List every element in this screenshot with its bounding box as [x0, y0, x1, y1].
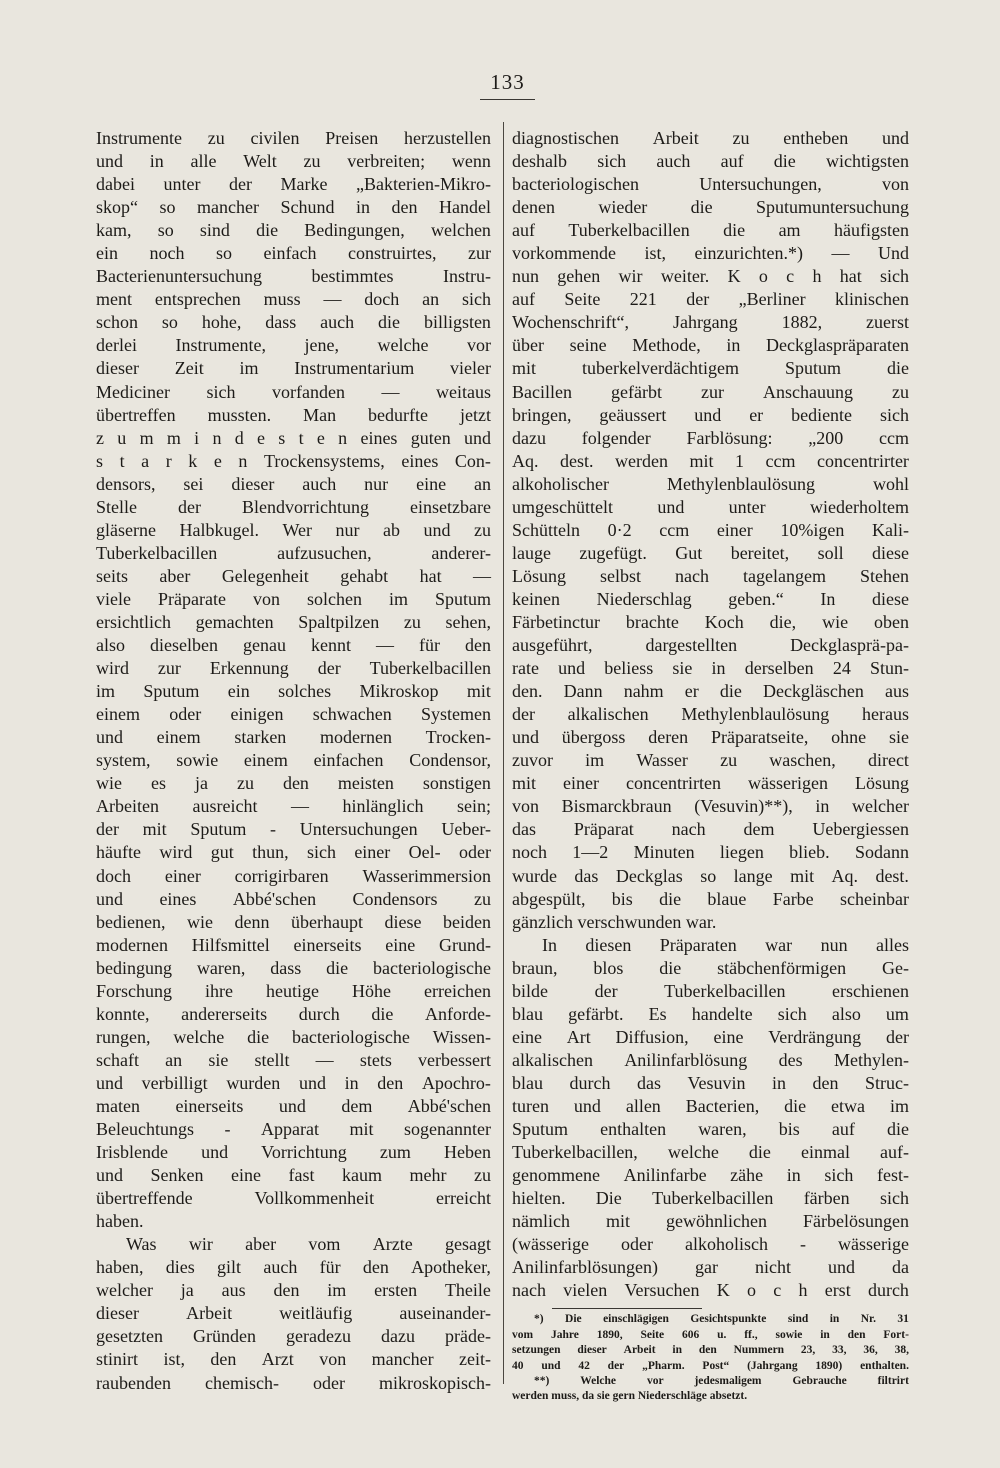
text-line: Bacterienuntersuchung bestimmtes Instru- — [96, 266, 491, 287]
footnote-line: werden muss, da sie gern Niederschläge absetzt. — [512, 1390, 748, 1403]
text-line: übertreffen mussten. Man bedurfte jetzt — [96, 404, 491, 425]
text-line: Irisblende und Vorrichtung zum Heben — [96, 1142, 491, 1163]
footnote-rule — [552, 1308, 702, 1309]
text-line: Lösung selbst nach tagelangem Stehen — [512, 565, 909, 586]
text-line: und verbilligt wurden und in den Apochro- — [96, 1072, 491, 1093]
text-line: mit tuberkelverdächtigem Sputum die — [512, 358, 909, 379]
text-line: gesetzten Gründen geradezu dazu präde- — [96, 1326, 491, 1347]
text-line: (wässerige oder alkoholisch - wässerige — [512, 1234, 909, 1255]
text-line: wie es ja zu den meisten sonstigen — [96, 773, 491, 794]
footnote-line: setzungen dieser Arbeit in den Nummern 23, 33, 36, 38, — [512, 1344, 909, 1357]
text-line: keinen Niederschlag geben.“ In diese — [512, 588, 909, 609]
text-line: viele Präparate von solchen im Sputum — [96, 588, 491, 609]
text-line: schaft an sie stellt — stets verbessert — [96, 1049, 491, 1070]
text-line: welcher ja aus den im ersten Theile — [96, 1280, 491, 1301]
text-line: den. Dann nahm er die Deckgläschen aus — [512, 681, 909, 702]
text-line: umgeschüttelt und unter wiederholtem — [512, 496, 909, 517]
text-line: Mediciner sich vorfanden — weitaus — [96, 381, 491, 402]
text-line: Anilinfarblösungen) gar nicht und da — [512, 1257, 909, 1278]
text-line: seits aber Gelegenheit gehabt hat — — [96, 565, 491, 586]
text-line: skop“ so mancher Schund in den Handel — [96, 197, 491, 218]
text-line: dieser Zeit im Instrumentarium vieler — [96, 358, 491, 379]
text-line: das Präparat nach dem Uebergiessen — [512, 819, 909, 840]
text-line: Forschung ihre heutige Höhe erreichen — [96, 980, 491, 1001]
text-line: nach vielen Versuchen K o c h erst durch — [512, 1280, 909, 1301]
text-line: raubenden chemisch- oder mikroskopisch- — [96, 1372, 491, 1393]
text-line: turen und allen Bacterien, die etwa im — [512, 1095, 909, 1116]
text-line: bringen, geäussert und er bediente sich — [512, 404, 909, 425]
text-line: nämlich mit gewöhnlichen Färbelösungen — [512, 1211, 909, 1232]
text-line: Tuberkelbacillen, welche die einmal auf- — [512, 1142, 909, 1163]
text-line: modernen Hilfsmittel einerseits eine Grund- — [96, 934, 491, 955]
text-line: Färbetinctur brachte Koch die, wie oben — [512, 611, 909, 632]
text-line: derlei Instrumente, jene, welche vor — [96, 335, 491, 356]
footnotes — [512, 1308, 909, 1404]
text-line: Arbeiten ausreicht — hinlänglich sein; — [96, 796, 491, 817]
text-line: ein noch so einfach construirtes, zur — [96, 243, 491, 264]
text-line: auf Tuberkelbacillen die am häufigsten — [512, 220, 909, 241]
text-line: braun, blos die stäbchenförmigen Ge- — [512, 957, 909, 978]
text-line: dabei unter der Marke „Bakterien-Mikro- — [96, 174, 491, 195]
footnote-line: vom Jahre 1890, Seite 606 u. ff., sowie in den Fort- — [512, 1328, 909, 1341]
text-line: alkalischen Anilinfarblösung des Methylen- — [512, 1049, 909, 1070]
text-line: z u m m i n d e s t e n eines guten und — [96, 427, 491, 448]
text-line: schon so hohe, dass auch die billigsten — [96, 312, 491, 333]
text-line: und einem starken modernen Trocken- — [96, 727, 491, 748]
text-line: Sputum enthalten waren, bis auf die — [512, 1119, 909, 1140]
text-line: konnte, andererseits durch die Anforde- — [96, 1003, 491, 1024]
text-line: rate und beliess sie in derselben 24 Stun- — [512, 658, 909, 679]
text-line: bedienen, wie denn überhaupt diese beiden — [96, 911, 491, 932]
page-number: 133 — [490, 70, 525, 94]
text-line: vorkommende ist, einzurichten.*) — Und — [512, 243, 909, 264]
text-line: Tuberkelbacillen aufzusuchen, anderer- — [96, 542, 491, 563]
text-line: stinirt ist, den Arzt von mancher zeit- — [96, 1349, 491, 1370]
text-line: genommene Anilinfarbe zähe in sich fest- — [512, 1165, 909, 1186]
text-line: Bacillen gefärbt zur Anschauung zu — [512, 381, 909, 402]
text-line: Aq. dest. werden mit 1 ccm concentrirter — [512, 450, 909, 471]
text-line: bilde der Tuberkelbacillen erschienen — [512, 980, 909, 1001]
text-line: der mit Sputum - Untersuchungen Ueber- — [96, 819, 491, 840]
page-number-underline — [480, 99, 535, 100]
text-line: dazu folgender Farblösung: „200 ccm — [512, 427, 909, 448]
text-line: rungen, welche die bacteriologische Wissen- — [96, 1026, 491, 1047]
text-line: deshalb sich auch auf die wichtigsten — [512, 151, 909, 172]
text-line: ersichtlich gemachten Spaltpilzen zu sehen, — [96, 611, 491, 632]
text-line: blau durch das Vesuvin in den Struc- — [512, 1072, 909, 1093]
text-line: also dieselben genau kennt — für den — [96, 635, 491, 656]
text-line: blau gefärbt. Es handelte sich also um — [512, 1003, 909, 1024]
text-line: Beleuchtungs - Apparat mit sogenannter — [96, 1119, 491, 1140]
text-line: densors, sei dieser auch nur eine an — [96, 473, 491, 494]
text-line: und eines Abbé'schen Condensors zu — [96, 888, 491, 909]
text-line: Stelle der Blendvorrichtung einsetzbare — [96, 496, 491, 517]
text-line: über seine Methode, in Deckglaspräparaten — [512, 335, 909, 356]
text-line: Instrumente zu civilen Preisen herzustellen — [96, 128, 491, 148]
text-line: nun gehen wir weiter. K o c h hat sich — [512, 266, 909, 287]
text-line: und übergoss deren Präparatseite, ohne sie — [512, 727, 909, 748]
text-line: kam, so sind die Bedingungen, welchen — [96, 220, 491, 241]
text-line: lauge zugefügt. Gut bereitet, soll diese — [512, 542, 909, 563]
text-line: und in alle Welt zu verbreiten; wenn — [96, 151, 491, 172]
text-line: auf Seite 221 der „Berliner klinischen — [512, 289, 909, 310]
left-text-column — [96, 127, 491, 1395]
footnote-body — [512, 1312, 909, 1404]
text-line: abgespült, bis die blaue Farbe scheinbar — [512, 888, 909, 909]
right-text-column — [512, 127, 909, 1405]
footnote-line: 40 und 42 der „Pharm. Post“ (Jahrgang 1890) enthalten. — [512, 1359, 909, 1372]
text-line: gläserne Halbkugel. Wer nur ab und zu — [96, 519, 491, 540]
text-line: der alkalischen Methylenblaulösung heraus — [512, 704, 909, 725]
text-line: denen wieder die Sputumuntersuchung — [512, 197, 909, 218]
text-line: übertreffende Vollkommenheit erreicht — [96, 1188, 491, 1209]
text-line: bacteriologischen Untersuchungen, von — [512, 174, 909, 195]
text-line: hielten. Die Tuberkelbacillen färben sich — [512, 1188, 909, 1209]
text-line: von Bismarckbraun (Vesuvin)**), in welcher — [512, 796, 909, 817]
text-line: maten einerseits und dem Abbé'schen — [96, 1095, 491, 1116]
text-line: einem oder einigen schwachen Systemen — [96, 704, 491, 725]
text-line: Wochenschrift“, Jahrgang 1882, zuerst — [512, 312, 909, 333]
text-line: s t a r k e n Trockensystems, eines Con- — [96, 450, 491, 471]
text-line: haben. — [96, 1211, 144, 1232]
text-line: haben, dies gilt auch für den Apotheker, — [96, 1257, 491, 1278]
text-line: eine Art Diffusion, eine Verdrängung der — [512, 1026, 909, 1047]
text-line: wird zur Erkennung der Tuberkelbacillen — [96, 658, 491, 679]
text-line: und Senken eine fast kaum mehr zu — [96, 1165, 491, 1186]
footnote-line: **) Welche vor jedesmaligem Gebrauche filtrirt — [534, 1374, 909, 1387]
text-line: wurde das Deckglas so lange mit Aq. dest. — [512, 865, 909, 886]
footnote-line: *) Die einschlägigen Gesichtspunkte sind in Nr. 31 — [534, 1313, 909, 1326]
text-line: gänzlich verschwunden war. — [512, 911, 717, 932]
text-line: system, sowie einem einfachen Condensor, — [96, 750, 491, 771]
text-line: ment entsprechen muss — doch an sich — [96, 289, 491, 310]
right-column-body — [512, 127, 909, 1302]
text-line: häufte wird gut thun, sich einer Oel- oder — [96, 842, 491, 863]
text-line: Schütteln 0·2 ccm einer 10%igen Kali- — [512, 519, 909, 540]
text-line: zuvor im Wasser zu waschen, direct — [512, 750, 909, 771]
text-line: doch einer corrigirbaren Wasserimmersion — [96, 865, 491, 886]
text-line: bedingung waren, dass die bacteriologische — [96, 957, 491, 978]
text-line: diagnostischen Arbeit zu entheben und — [512, 128, 909, 148]
text-line: noch 1—2 Minuten liegen blieb. Sodann — [512, 842, 909, 863]
text-line: mit einer concentrirten wässerigen Lösung — [512, 773, 909, 794]
text-line: Was wir aber vom Arzte gesagt — [126, 1234, 491, 1255]
text-line: ausgeführt, dargestellten Deckglasprä-pa- — [512, 635, 909, 656]
text-line: im Sputum ein solches Mikroskop mit — [96, 681, 491, 702]
text-line: In diesen Präparaten war nun alles — [542, 934, 909, 955]
text-line: dieser Arbeit weitläufig auseinander- — [96, 1303, 491, 1324]
text-line: alkoholischer Methylenblaulösung wohl — [512, 473, 909, 494]
column-divider — [503, 122, 504, 1384]
